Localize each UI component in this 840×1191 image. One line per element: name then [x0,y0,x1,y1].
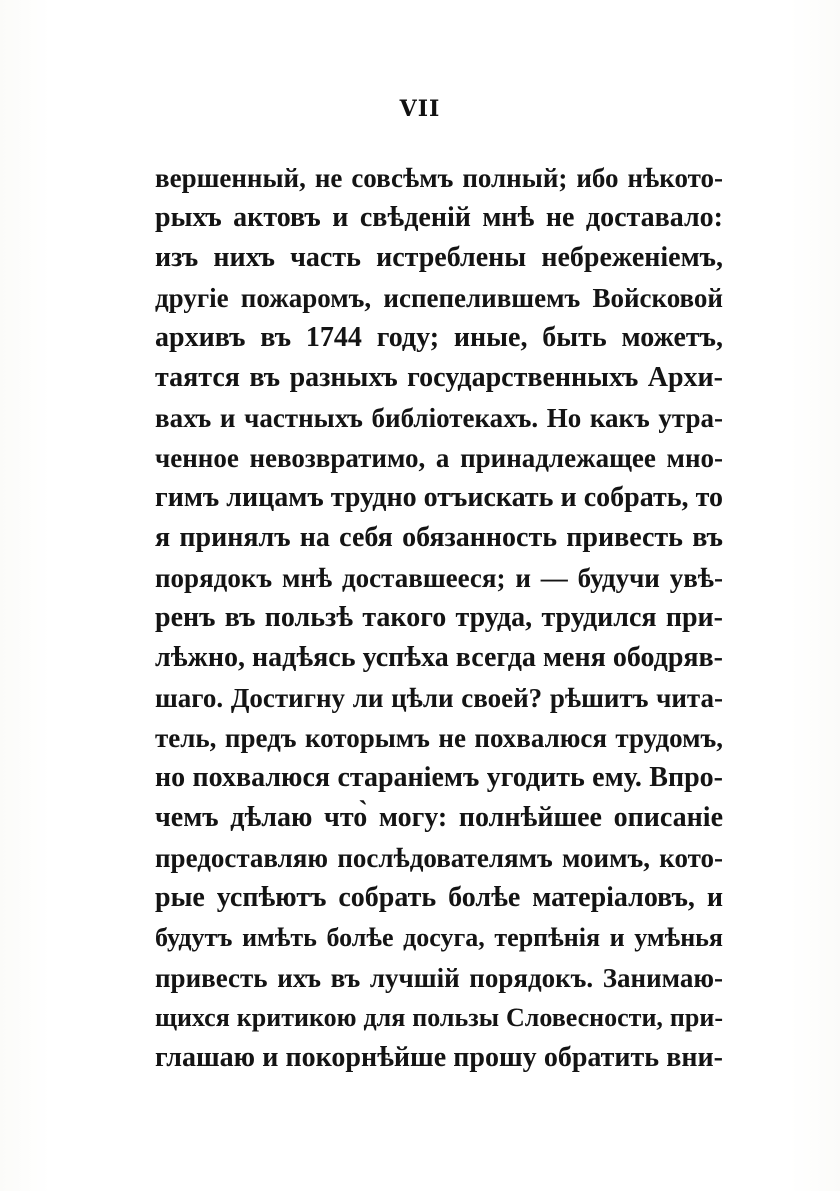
text-line: рыхъ актовъ и свѣденій мнѣ не доставало: [155,202,723,233]
text-line: я принялъ на себя обязанность привесть въ [155,522,723,553]
text-line: вахъ и частныхъ библіотекахъ. Но какъ утра- [155,403,723,433]
text-line: рые успѣютъ собрать болѣе матеріаловъ, и [155,882,723,913]
text-line: будутъ имѣть болѣе досуга, терпѣнія и умѣнья [155,923,723,952]
page-number: VII [399,96,441,122]
text-line: вершенный, не совсѣмъ полный; ибо нѣкото- [155,163,723,193]
text-line: предоставляю послѣдователямъ моимъ, кото- [155,843,723,873]
text-line: лѣжно, надѣясь успѣха всегда меня ободряв- [155,642,723,673]
text-line: порядокъ мнѣ доставшееся; и — будучи увѣ- [155,563,723,593]
text-line: гимъ лицамъ трудно отъискать и собрать, то [155,482,723,513]
body-text [155,158,723,1078]
text-line: другіе пожаромъ, испепелившемъ Войсковой [155,283,723,313]
text-line: ренъ въ пользѣ такого труда, трудился при- [155,602,723,633]
text-line: шаго. Достигну ли цѣли своей? рѣшитъ чита- [155,683,723,713]
text-line: изъ нихъ часть истреблены небреженіемъ, [155,242,723,273]
text-line: тель, предъ которымъ не похвалюся трудомъ, [155,723,723,753]
text-line: привесть ихъ въ лучшій порядокъ. Занимаю- [155,963,723,993]
text-line: щихся критикою для пользы Словесности, при- [155,1003,723,1032]
text-line: но похвалюся стараніемъ угодить ему. Впро- [155,762,723,793]
text-line: архивъ въ 1744 году; иные, быть можетъ, [155,322,723,353]
text-line: таятся въ разныхъ государственныхъ Архи- [155,362,723,393]
text-line: чемъ дѣлаю что̀ могу: полнѣйшее описаніе [155,802,723,833]
text-line: ченное невозвратимо, а принадлежащее мно- [155,443,723,473]
text-line: глашаю и покорнѣйше прошу обратить вни- [155,1042,723,1073]
